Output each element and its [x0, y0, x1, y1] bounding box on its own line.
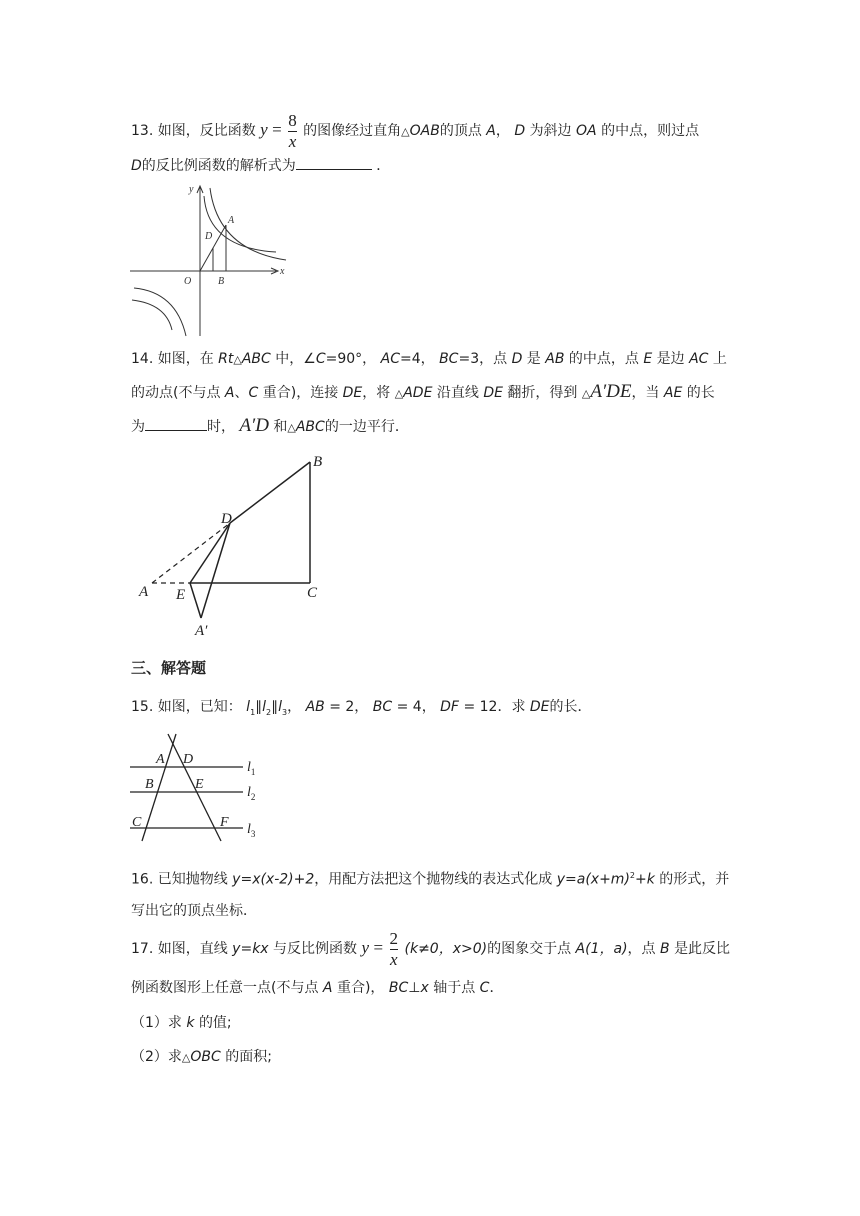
- q17-text: 17. 如图，直线: [131, 941, 228, 957]
- svg-text:l3: [247, 822, 256, 839]
- q14-text: 为: [131, 419, 145, 435]
- q17-text: 的值;: [198, 1015, 232, 1031]
- label-l1-sub: 1: [250, 767, 256, 777]
- label-d: D: [205, 231, 213, 242]
- q14-ac: AC: [380, 351, 400, 367]
- q13-oab: OAB: [409, 123, 440, 139]
- q13-line1: [131, 108, 699, 152]
- q13-text: ．: [376, 158, 391, 174]
- q14-abc: ABC: [241, 351, 271, 367]
- section-heading: 三、解答题: [131, 659, 207, 677]
- label-e: E: [176, 587, 186, 603]
- label-l3-sub: 3: [250, 829, 256, 839]
- q14-text: 是边: [656, 351, 685, 367]
- hyperbola-d-curve: [204, 196, 276, 252]
- q17-text: 的面积;: [225, 1049, 272, 1065]
- segment-ad-dashed: [152, 523, 230, 583]
- parallel-symbol: ∥: [271, 699, 279, 715]
- q13-line2: [131, 156, 390, 176]
- q14-text: 和: [273, 419, 288, 435]
- q14-text: 、: [234, 385, 249, 401]
- q16-vertex-form: +k: [635, 871, 655, 888]
- q14-ae: AE: [663, 385, 683, 401]
- triangle-symbol: △: [401, 125, 410, 138]
- parallel-symbol: ∥: [255, 699, 263, 715]
- q13-text: ，: [495, 123, 510, 139]
- q15-sub: 3: [282, 707, 288, 717]
- q17-text: （1）求: [131, 1015, 182, 1031]
- q15-text: ，: [287, 699, 302, 715]
- q14-abc: ABC: [295, 419, 325, 435]
- perpendicular-symbol: ⊥: [408, 980, 421, 996]
- q17-text: 重合)，: [336, 980, 385, 996]
- q15-sub: 1: [250, 707, 256, 717]
- q14-ac: AC: [689, 351, 709, 367]
- label-a: A: [228, 215, 235, 226]
- q16-text: ，用配方法把这个抛物线的表达式化成: [314, 871, 553, 888]
- label-y: y: [189, 184, 194, 195]
- label-b: B: [218, 276, 225, 287]
- q17-sub2: [131, 1047, 272, 1068]
- q13-eq-sign: =: [272, 120, 282, 139]
- hyperbola-lower-inner-curve: [132, 300, 172, 330]
- q13-text: 13. 如图，反比函数: [131, 123, 256, 139]
- q13-text: 的图像经过直角: [303, 123, 402, 139]
- label-d: D: [221, 511, 232, 527]
- segment-de: [190, 523, 230, 583]
- q13-point-a: A: [486, 123, 496, 139]
- triangle-symbol: △: [394, 387, 404, 400]
- q16-text: 的形式，并: [659, 871, 730, 888]
- q14-c: C: [248, 385, 259, 401]
- q17-sub1: [131, 1013, 232, 1033]
- label-b: B: [145, 777, 154, 792]
- triangle-symbol: △: [181, 1051, 191, 1064]
- q17-text: 轴于点: [433, 980, 476, 996]
- q14-text: 的中点，点: [568, 351, 639, 367]
- q17-bc: BC: [388, 980, 409, 996]
- q17-text: 例函数图形上任意一点(不与点: [131, 980, 319, 996]
- q17-obc: OBC: [190, 1049, 221, 1065]
- label-o: O: [184, 276, 192, 287]
- q14-text: 上: [712, 351, 727, 367]
- q13-frac-den: x: [288, 131, 297, 151]
- q15-bc: BC: [372, 699, 393, 715]
- q15-df: DF: [440, 699, 459, 715]
- q14-d: D: [511, 351, 523, 367]
- q17-point-a: A: [575, 941, 586, 957]
- q14-text: =90°，: [325, 351, 377, 367]
- q14-line1: [131, 349, 727, 370]
- label-e: E: [195, 777, 204, 792]
- label-l2-sub: 2: [250, 792, 256, 802]
- q13-text: 为斜边: [529, 123, 572, 139]
- q17-fraction: [390, 930, 399, 969]
- q14-a: A: [224, 385, 235, 401]
- q17-text: ．: [489, 980, 504, 996]
- label-f: F: [220, 815, 229, 830]
- q14-text: ，当: [631, 385, 660, 401]
- q16-text: 写出它的顶点坐标．: [131, 903, 257, 919]
- q13-frac-num: 8: [288, 110, 297, 130]
- q17-x: x: [420, 980, 429, 996]
- q15-l: l: [262, 699, 267, 715]
- q14-text: ，将: [362, 385, 391, 401]
- q14-ade: ADE: [403, 385, 433, 401]
- triangle-symbol: △: [581, 387, 591, 400]
- q14-c: C: [315, 351, 326, 367]
- q17-frac-num: 2: [389, 928, 399, 948]
- q13-fraction: [288, 112, 297, 151]
- q15-l: l: [278, 699, 283, 715]
- q17-point-a: A: [322, 980, 333, 996]
- q14-apde: A′DE: [590, 381, 632, 402]
- label-b: B: [313, 454, 323, 470]
- label-l2: l: [247, 785, 251, 800]
- q13-figure: [128, 180, 293, 340]
- q14-text: 的一边平行．: [324, 419, 409, 435]
- q14-line2: [131, 380, 715, 406]
- q16-line2: [131, 901, 257, 921]
- label-a: A: [139, 584, 149, 600]
- q17-k: k: [186, 1015, 195, 1031]
- q17-text: 与反比例函数: [273, 941, 358, 957]
- q17-condition: (k≠0，x>0): [404, 941, 488, 957]
- segment-ea-prime: [190, 583, 201, 618]
- q15-text: 15. 如图，已知：: [131, 699, 242, 715]
- q14-text: =4，: [399, 351, 435, 367]
- q14-text: 中，∠: [275, 351, 316, 367]
- q14-e: E: [643, 351, 653, 367]
- q16-line1: [131, 866, 729, 890]
- q16-text: 16. 已知抛物线: [131, 871, 228, 888]
- q15-text: = 4，: [396, 699, 436, 715]
- q17-line1: [131, 926, 730, 970]
- q13-point-d: D: [131, 158, 142, 174]
- q17-line2: [131, 978, 503, 998]
- label-c: C: [307, 585, 318, 601]
- q15-text: = 12．求: [463, 699, 526, 715]
- label-a-prime: A′: [195, 623, 208, 639]
- triangle-symbol: △: [287, 421, 296, 434]
- q15-text: = 2，: [329, 699, 369, 715]
- q17-point-coord: (1，a): [585, 941, 628, 957]
- q17-point-c: C: [479, 980, 490, 996]
- label-d: D: [183, 752, 194, 767]
- q14-text: 的动点(不与点: [131, 385, 221, 401]
- q17-point-b: B: [660, 941, 670, 957]
- label-l1: l: [247, 760, 251, 775]
- q17-eq-y: y: [361, 938, 370, 957]
- q13-point-d: D: [514, 123, 526, 139]
- q14-bc: BC: [439, 351, 459, 367]
- q13-answer-blank[interactable]: [296, 169, 372, 170]
- q14-text: 14. 如图，在: [131, 351, 214, 367]
- q14-de: DE: [342, 385, 363, 401]
- q17-eq-sign: =: [373, 938, 384, 957]
- q15-text: 的长．: [549, 699, 592, 715]
- q14-ab: AB: [545, 351, 565, 367]
- label-a: A: [156, 752, 165, 767]
- q13-text: 的顶点: [439, 123, 482, 139]
- q14-text: =3，点: [458, 351, 508, 367]
- q16-sup: 2: [629, 871, 635, 880]
- q17-text: 的图象交于点: [487, 941, 572, 957]
- q15-l: l: [246, 699, 251, 715]
- q14-de: DE: [483, 385, 503, 401]
- q15-sub: 2: [266, 707, 272, 717]
- q14-text: 的长: [686, 385, 715, 401]
- q15-line: [131, 697, 592, 723]
- segment-da-prime: [201, 523, 230, 618]
- q17-text: 是此反比: [674, 941, 731, 957]
- q14-answer-blank[interactable]: [145, 430, 207, 431]
- label-c: C: [132, 815, 142, 830]
- q13-text: 的反比例函数的解析式为: [141, 158, 296, 174]
- q16-equation: y=x(x-2)+2: [232, 871, 315, 888]
- q17-line-eq: y=kx: [232, 941, 269, 957]
- q15-de: DE: [529, 699, 550, 715]
- q13-text: 的中点，则过点: [601, 123, 700, 139]
- hyperbola-lower-curve: [134, 288, 186, 336]
- hyperbola-upper-curve: [210, 188, 286, 260]
- label-x: x: [280, 266, 285, 277]
- q14-text: 翻折，得到: [507, 385, 578, 401]
- q13-eq-y: y: [260, 120, 268, 139]
- q14-text: 是: [526, 351, 541, 367]
- svg-text:l1: [247, 760, 255, 777]
- svg-text:l2: [247, 785, 255, 802]
- triangle-symbol: △: [233, 353, 242, 366]
- q14-text: 沿直线: [436, 385, 479, 401]
- q17-text: （2）求: [131, 1049, 182, 1065]
- q15-figure: [128, 730, 268, 842]
- q14-line3: [131, 414, 409, 440]
- q15-ab: AB: [305, 699, 325, 715]
- q17-text: ，点: [627, 941, 656, 957]
- segment-db: [230, 462, 310, 523]
- q14-text: 时，: [207, 419, 235, 435]
- q17-frac-den: x: [390, 949, 398, 969]
- q16-vertex-form: y=a(x+m): [556, 871, 630, 888]
- q14-figure: [130, 450, 340, 640]
- q14-apd: A′D: [239, 415, 269, 436]
- q14-text: 重合)，连接: [262, 385, 339, 401]
- q14-rt: Rt: [218, 351, 234, 367]
- q13-oa: OA: [576, 123, 597, 139]
- label-l3: l: [247, 822, 251, 837]
